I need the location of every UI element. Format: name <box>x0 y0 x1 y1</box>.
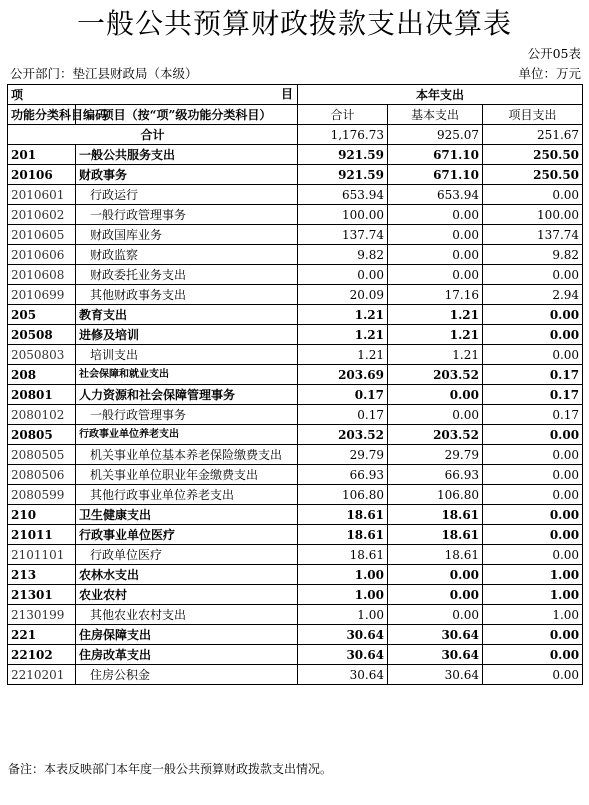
row-total: 18.61 <box>298 525 388 545</box>
table-row <box>8 665 583 685</box>
row-code: 21011 <box>8 525 76 545</box>
row-basic: 203.52 <box>388 425 483 445</box>
header-item-cell <box>8 85 298 105</box>
row-project: 0.00 <box>483 185 583 205</box>
row-project: 0.00 <box>483 665 583 685</box>
row-basic: 30.64 <box>388 665 483 685</box>
row-total: 0.17 <box>298 385 388 405</box>
table-row <box>8 445 583 465</box>
row-project: 1.00 <box>483 605 583 625</box>
table-row <box>8 485 583 505</box>
row-total: 1.00 <box>298 565 388 585</box>
row-basic: 18.61 <box>388 505 483 525</box>
row-code: 21301 <box>8 585 76 605</box>
row-basic: 671.10 <box>388 165 483 185</box>
row-name: 人力资源和社会保障管理事务 <box>76 385 298 405</box>
row-project: 0.00 <box>483 525 583 545</box>
row-name: 其他行政事业单位养老支出 <box>76 485 298 505</box>
row-total: 653.94 <box>298 185 388 205</box>
row-project: 1.00 <box>483 585 583 605</box>
row-basic: 0.00 <box>388 405 483 425</box>
table-row <box>8 465 583 485</box>
row-project: 0.00 <box>483 325 583 345</box>
row-code: 2080506 <box>8 465 76 485</box>
table-row <box>8 205 583 225</box>
row-name: 财政委托业务支出 <box>76 265 298 285</box>
table-row <box>8 245 583 265</box>
row-project: 0.00 <box>483 465 583 485</box>
row-code: 2010605 <box>8 225 76 245</box>
footnote: 备注：本表反映部门本年度一般公共预算财政拨款支出情况。 <box>8 762 333 776</box>
row-project: 250.50 <box>483 165 583 185</box>
row-project: 100.00 <box>483 205 583 225</box>
header-row-1 <box>8 85 583 105</box>
row-project: 0.00 <box>483 445 583 465</box>
table-row <box>8 505 583 525</box>
total-label: 合计 <box>8 125 298 145</box>
row-total: 66.93 <box>298 465 388 485</box>
row-total: 20.09 <box>298 285 388 305</box>
row-project: 0.17 <box>483 405 583 425</box>
row-code: 2080505 <box>8 445 76 465</box>
row-total: 1.21 <box>298 345 388 365</box>
row-basic: 106.80 <box>388 485 483 505</box>
row-name: 农业农村 <box>76 585 298 605</box>
row-basic: 1.21 <box>388 325 483 345</box>
table-row <box>8 645 583 665</box>
row-total: 203.69 <box>298 365 388 385</box>
row-name: 一般公共服务支出 <box>76 145 298 165</box>
row-code: 22102 <box>8 645 76 665</box>
header-item-right: 目 <box>281 87 294 101</box>
row-basic: 18.61 <box>388 545 483 565</box>
table-row <box>8 385 583 405</box>
row-project: 0.00 <box>483 485 583 505</box>
row-project: 0.00 <box>483 425 583 445</box>
unit-label: 单位：万元 <box>518 66 581 81</box>
table-row <box>8 285 583 305</box>
table-row <box>8 165 583 185</box>
row-project: 0.17 <box>483 385 583 405</box>
table-row <box>8 225 583 245</box>
row-code: 213 <box>8 565 76 585</box>
row-name: 农林水支出 <box>76 565 298 585</box>
row-name: 财政事务 <box>76 165 298 185</box>
table-row <box>8 425 583 445</box>
row-code: 210 <box>8 505 76 525</box>
row-total: 921.59 <box>298 145 388 165</box>
table-row <box>8 185 583 205</box>
row-code: 205 <box>8 305 76 325</box>
row-code: 2080102 <box>8 405 76 425</box>
row-name: 行政运行 <box>76 185 298 205</box>
row-name: 财政国库业务 <box>76 225 298 245</box>
row-total: 30.64 <box>298 645 388 665</box>
total-row <box>8 125 583 145</box>
row-name: 住房改革支出 <box>76 645 298 665</box>
row-total: 0.17 <box>298 405 388 425</box>
row-name: 行政事业单位养老支出 <box>76 425 298 445</box>
row-project: 250.50 <box>483 145 583 165</box>
row-project: 2.94 <box>483 285 583 305</box>
row-project: 9.82 <box>483 245 583 265</box>
table-row <box>8 305 583 325</box>
row-code: 2080599 <box>8 485 76 505</box>
row-name: 机关事业单位职业年金缴费支出 <box>76 465 298 485</box>
row-basic: 203.52 <box>388 365 483 385</box>
row-name: 一般行政管理事务 <box>76 205 298 225</box>
row-basic: 1.21 <box>388 345 483 365</box>
row-code: 2010601 <box>8 185 76 205</box>
header-code: 功能分类科目编码 <box>8 105 76 125</box>
table-row <box>8 605 583 625</box>
row-name: 住房保障支出 <box>76 625 298 645</box>
header-row-2 <box>8 105 583 125</box>
row-project: 0.00 <box>483 305 583 325</box>
row-code: 2010699 <box>8 285 76 305</box>
row-project: 0.00 <box>483 505 583 525</box>
row-name: 教育支出 <box>76 305 298 325</box>
table-row <box>8 265 583 285</box>
row-basic: 0.00 <box>388 245 483 265</box>
table-row <box>8 585 583 605</box>
row-total: 921.59 <box>298 165 388 185</box>
table-row <box>8 365 583 385</box>
row-name: 卫生健康支出 <box>76 505 298 525</box>
row-name: 住房公积金 <box>76 665 298 685</box>
row-basic: 0.00 <box>388 265 483 285</box>
row-project: 0.00 <box>483 545 583 565</box>
row-basic: 1.21 <box>388 305 483 325</box>
total-basic: 925.07 <box>388 125 483 145</box>
row-total: 30.64 <box>298 625 388 645</box>
total-total: 1,176.73 <box>298 125 388 145</box>
row-basic: 0.00 <box>388 225 483 245</box>
row-code: 20801 <box>8 385 76 405</box>
row-basic: 671.10 <box>388 145 483 165</box>
row-code: 20805 <box>8 425 76 445</box>
row-name: 行政单位医疗 <box>76 545 298 565</box>
row-name: 机关事业单位基本养老保险缴费支出 <box>76 445 298 465</box>
row-project: 0.00 <box>483 625 583 645</box>
row-name: 一般行政管理事务 <box>76 405 298 425</box>
row-project: 1.00 <box>483 565 583 585</box>
row-basic: 0.00 <box>388 585 483 605</box>
table-row <box>8 325 583 345</box>
table-row <box>8 565 583 585</box>
row-basic: 17.16 <box>388 285 483 305</box>
row-total: 106.80 <box>298 485 388 505</box>
row-name: 行政事业单位医疗 <box>76 525 298 545</box>
row-name: 进修及培训 <box>76 325 298 345</box>
row-total: 1.00 <box>298 585 388 605</box>
table-row <box>8 405 583 425</box>
row-code: 201 <box>8 145 76 165</box>
row-total: 137.74 <box>298 225 388 245</box>
row-code: 2010606 <box>8 245 76 265</box>
row-name: 其他财政事务支出 <box>76 285 298 305</box>
page-title: 一般公共预算财政拨款支出决算表 <box>76 7 512 40</box>
row-total: 1.00 <box>298 605 388 625</box>
row-code: 2010602 <box>8 205 76 225</box>
row-project: 0.00 <box>483 265 583 285</box>
row-total: 203.52 <box>298 425 388 445</box>
table-row <box>8 145 583 165</box>
row-project: 0.00 <box>483 345 583 365</box>
table-row <box>8 625 583 645</box>
row-basic: 30.64 <box>388 625 483 645</box>
table-row <box>8 545 583 565</box>
table-row <box>8 345 583 365</box>
row-basic: 29.79 <box>388 445 483 465</box>
header-project: 项目支出 <box>483 105 583 125</box>
row-basic: 0.00 <box>388 205 483 225</box>
row-code: 2010608 <box>8 265 76 285</box>
row-total: 18.61 <box>298 545 388 565</box>
row-total: 0.00 <box>298 265 388 285</box>
row-name: 培训支出 <box>76 345 298 365</box>
row-code: 20106 <box>8 165 76 185</box>
row-basic: 0.00 <box>388 565 483 585</box>
row-total: 30.64 <box>298 665 388 685</box>
row-total: 18.61 <box>298 505 388 525</box>
form-number: 公开05表 <box>527 46 581 61</box>
header-item: 项 <box>11 87 24 102</box>
header-basic: 基本支出 <box>388 105 483 125</box>
row-total: 1.21 <box>298 325 388 345</box>
row-basic: 30.64 <box>388 645 483 665</box>
row-code: 208 <box>8 365 76 385</box>
row-code: 2101101 <box>8 545 76 565</box>
row-project: 0.17 <box>483 365 583 385</box>
header-total: 合计 <box>298 105 388 125</box>
row-project: 0.00 <box>483 645 583 665</box>
row-basic: 18.61 <box>388 525 483 545</box>
department-label: 公开部门：垫江县财政局（本级） <box>10 66 198 81</box>
row-total: 9.82 <box>298 245 388 265</box>
row-project: 137.74 <box>483 225 583 245</box>
row-basic: 653.94 <box>388 185 483 205</box>
row-name: 其他农业农村支出 <box>76 605 298 625</box>
row-name: 财政监察 <box>76 245 298 265</box>
row-basic: 66.93 <box>388 465 483 485</box>
header-name: 项目（按“项”级功能分类科目） <box>76 105 298 125</box>
row-code: 2050803 <box>8 345 76 365</box>
table-row <box>8 525 583 545</box>
row-code: 2130199 <box>8 605 76 625</box>
row-code: 2210201 <box>8 665 76 685</box>
row-basic: 0.00 <box>388 385 483 405</box>
expenditure-table <box>7 84 583 685</box>
row-total: 100.00 <box>298 205 388 225</box>
total-project: 251.67 <box>483 125 583 145</box>
header-current-year: 本年支出 <box>298 85 583 105</box>
row-total: 1.21 <box>298 305 388 325</box>
row-total: 29.79 <box>298 445 388 465</box>
row-code: 20508 <box>8 325 76 345</box>
row-name: 社会保障和就业支出 <box>76 365 298 385</box>
row-code: 221 <box>8 625 76 645</box>
row-basic: 0.00 <box>388 605 483 625</box>
